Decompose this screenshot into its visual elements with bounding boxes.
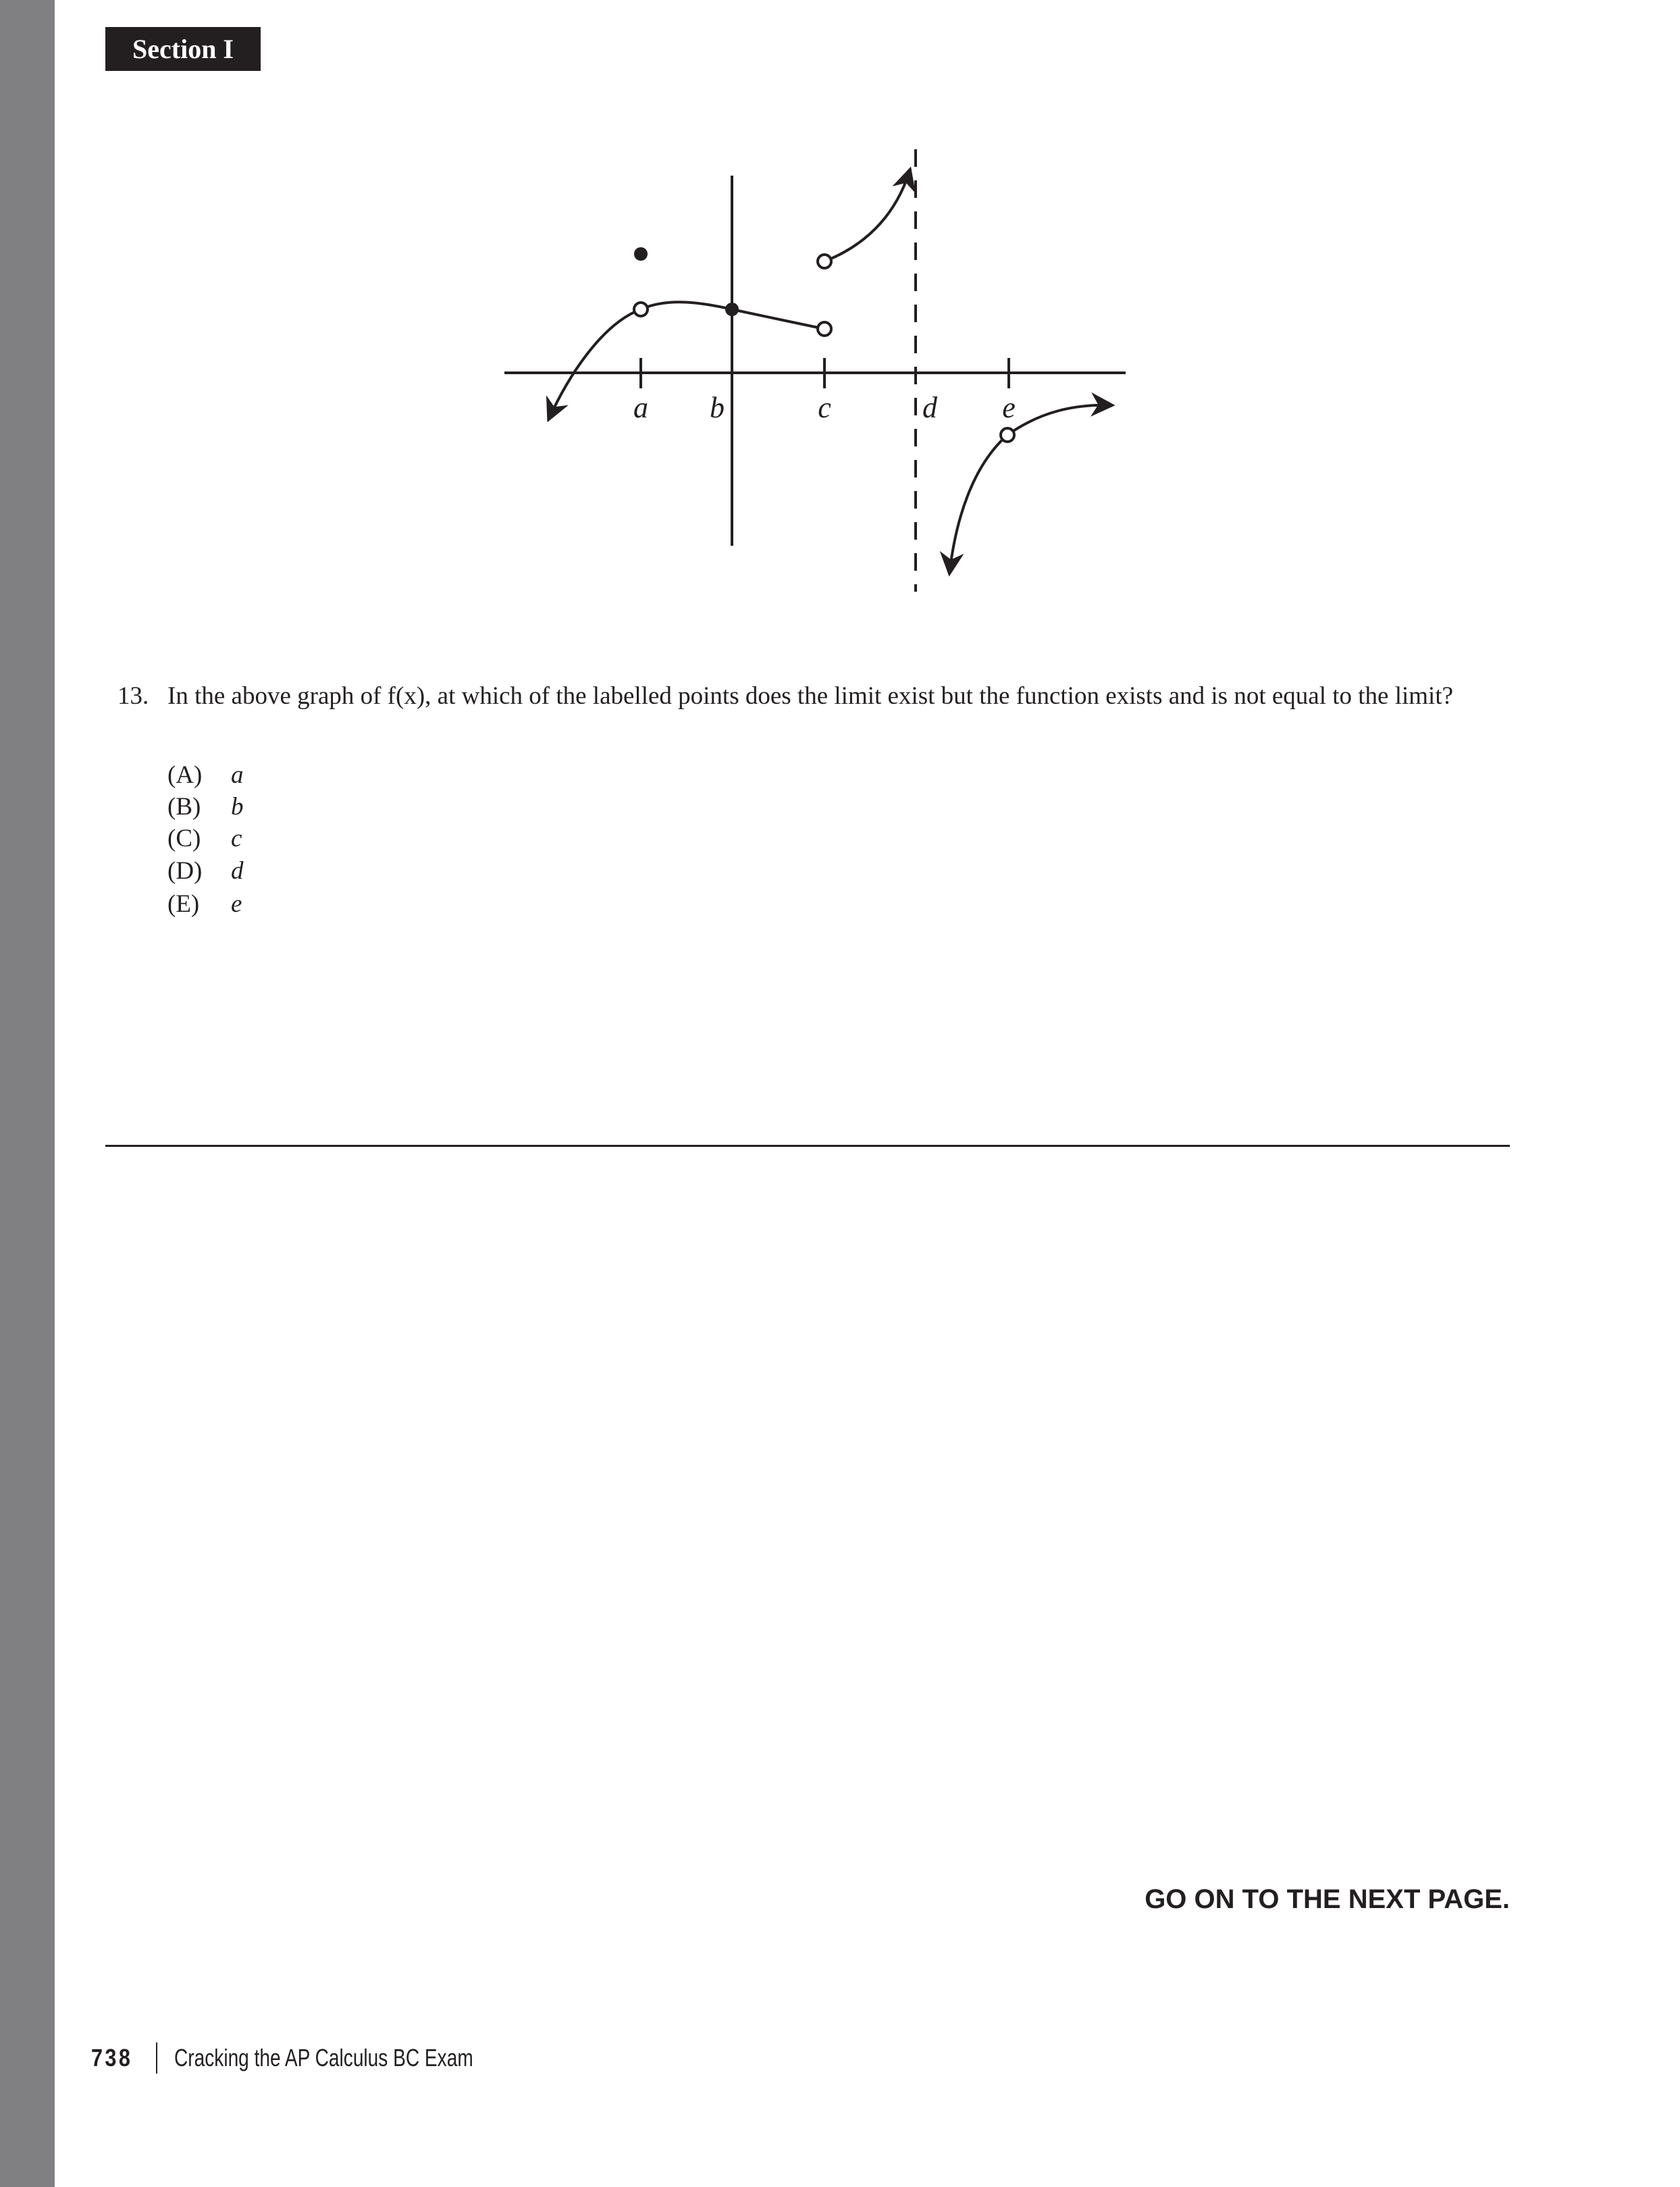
filled-point-a (634, 247, 648, 261)
choice-letter: (B) (167, 793, 201, 821)
choice-letter: (C) (167, 825, 201, 852)
choice-value: c (231, 825, 242, 852)
choice-value: e (231, 890, 242, 918)
function-graph (0, 0, 1680, 675)
curve-lower-right-up (1007, 405, 1113, 435)
curve-left-branch (548, 309, 641, 420)
filled-point-b (725, 303, 739, 316)
choice-letter: (A) (167, 761, 203, 789)
choice-e[interactable] (167, 889, 242, 919)
open-point-e (1001, 428, 1014, 442)
open-point-a (634, 303, 648, 316)
question-number: 13. (117, 682, 149, 710)
label-d: d (922, 391, 937, 424)
divider-rule (105, 1145, 1510, 1147)
choice-value: a (231, 761, 244, 789)
question-text: In the above graph of f(x), at which of the labelled points does the limit exist but the function exists and is not equal to the limit? (167, 682, 1454, 710)
book-title: Cracking the AP Calculus BC Exam (174, 2044, 473, 2072)
label-e: e (1002, 391, 1016, 424)
open-point-c-lower (818, 322, 831, 336)
label-c: c (818, 391, 831, 424)
curve-lower-right-down (949, 435, 1007, 574)
page-number: 738 (91, 2044, 133, 2072)
footer-divider (156, 2042, 157, 2074)
choice-b[interactable] (167, 792, 244, 822)
choice-letter: (D) (167, 857, 203, 885)
choice-letter: (E) (167, 890, 200, 918)
label-a: a (633, 391, 648, 424)
choice-d[interactable] (167, 856, 244, 886)
open-point-c-upper (818, 255, 831, 268)
choice-a[interactable] (167, 760, 244, 790)
section-tag: Section I (105, 27, 261, 71)
choice-value: d (231, 857, 244, 885)
choice-c[interactable] (167, 823, 242, 854)
curve-upper-right (824, 169, 910, 261)
next-page-note: GO ON TO THE NEXT PAGE. (1145, 1884, 1510, 1914)
label-b: b (710, 391, 725, 424)
choice-value: b (231, 793, 244, 821)
